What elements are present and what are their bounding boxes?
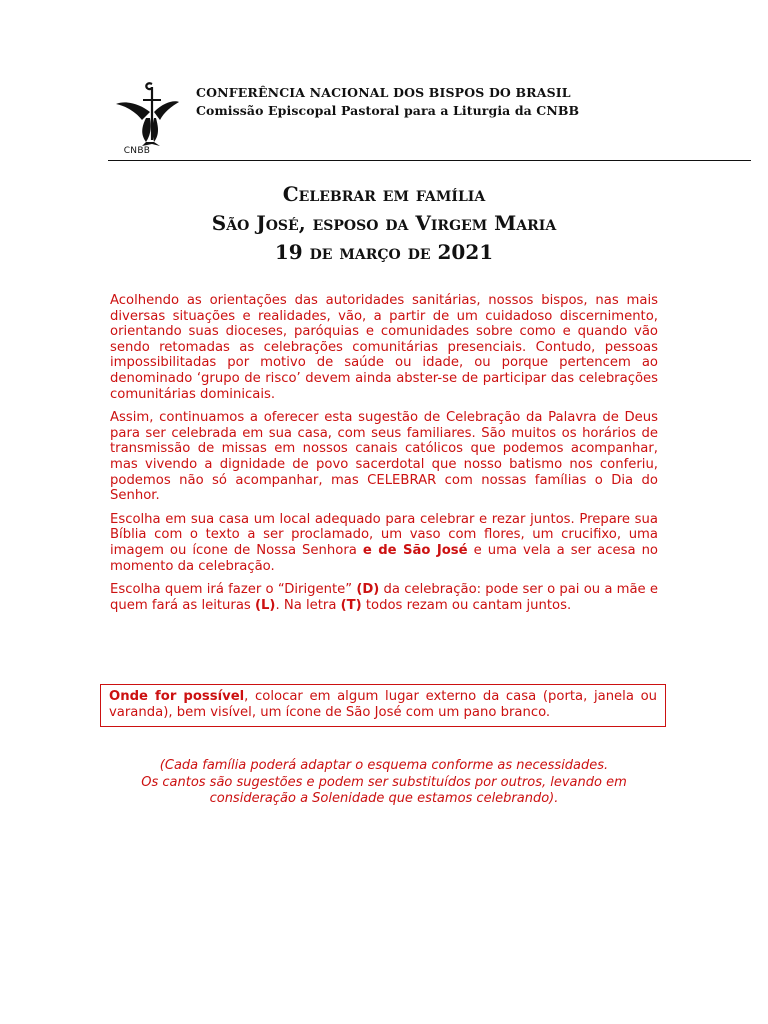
paragraph-3-text-a: Escolha em sua casa um local adequado para celebrar e rezar juntos. Prepare sua Bíblia com o texto a ser proclamado, um vaso com flores, um crucifixo, uma imagem ou ícone de Nossa Senhora xyxy=(110,511,658,558)
notice-box xyxy=(100,684,666,727)
marker-leitor: (L) xyxy=(254,597,276,613)
organization-header xyxy=(196,84,676,119)
marker-todos: (T) xyxy=(340,597,362,613)
paragraph-4-text-b: da celebração: pode ser o pai ou a mãe e quem fará as leituras xyxy=(110,582,659,613)
paragraph-2: Assim, continuamos a oferecer esta sugestão de Celebração da Palavra de Deus para ser celebrada em sua casa, com seus familiares. São muitos os horários de transmissão de missas em nossos canais católicos que podemos acompanhar, mas vivendo a dignidade de povo sacerdotal que nosso batismo nos conferiu, podemos não só acompanhar, mas CELEBRAR com nossas famílias o Dia do Senhor. xyxy=(110,410,658,504)
paragraph-4-text-d: todos rezam ou cantam juntos. xyxy=(361,597,572,613)
paragraph-4 xyxy=(110,582,658,613)
notice-text: , colocar em algum lugar externo da casa (porta, janela ou varanda), bem visível, um ícone de São José com um pano branco. xyxy=(109,689,657,720)
title-line-2: São José, esposo da Virgem Maria xyxy=(211,211,557,235)
paragraph-4-text-c: . Na letra xyxy=(275,597,341,613)
paragraph-4-text-a: Escolha quem irá fazer o “Dirigente” xyxy=(110,582,357,598)
document-title xyxy=(110,180,658,267)
paragraph-3-text-b: e uma vela a ser acesa no momento da celebração. xyxy=(110,542,659,574)
paragraph-3-bold: e de São José xyxy=(362,542,468,558)
header-divider xyxy=(108,160,751,161)
title-line-3: 19 de março de 2021 xyxy=(274,240,494,264)
notice-bold: Onde for possível xyxy=(109,689,245,704)
footnote-line-1: (Cada família poderá adaptar o esquema conforme as necessidades. xyxy=(159,758,609,773)
footnote xyxy=(104,758,664,808)
paragraph-1: Acolhendo as orientações das autoridades sanitárias, nossos bispos, nas mais diversas situações e realidades, vão, a partir de um cuidadoso discernimento, orientando suas dioceses, paróquias e comunidades sobre como e quando vão sendo retomadas as celebrações comunitárias presenciais. Contudo, pessoas impossibilitadas por motivo de saúde ou idade, ou porque pertencem ao denominado ‘grupo de risco’ devem ainda abster-se de participar das celebrações comunitárias dominicais. xyxy=(110,293,658,402)
title-line-1: Celebrar em família xyxy=(282,182,486,206)
organization-name: CONFERÊNCIA NACIONAL DOS BISPOS DO BRASIL xyxy=(196,85,571,100)
intro-text xyxy=(110,293,658,621)
marker-dirigente: (D) xyxy=(356,582,380,598)
cnbb-logo xyxy=(112,78,180,160)
paragraph-3 xyxy=(110,512,658,574)
logo-caption: CNBB xyxy=(123,146,151,156)
footnote-line-2: Os cantos são sugestões e podem ser substituídos por outros, levando em consideração a Solenidade que estamos celebrando). xyxy=(141,774,627,806)
commission-name: Comissão Episcopal Pastoral para a Liturgia da CNBB xyxy=(196,103,580,118)
